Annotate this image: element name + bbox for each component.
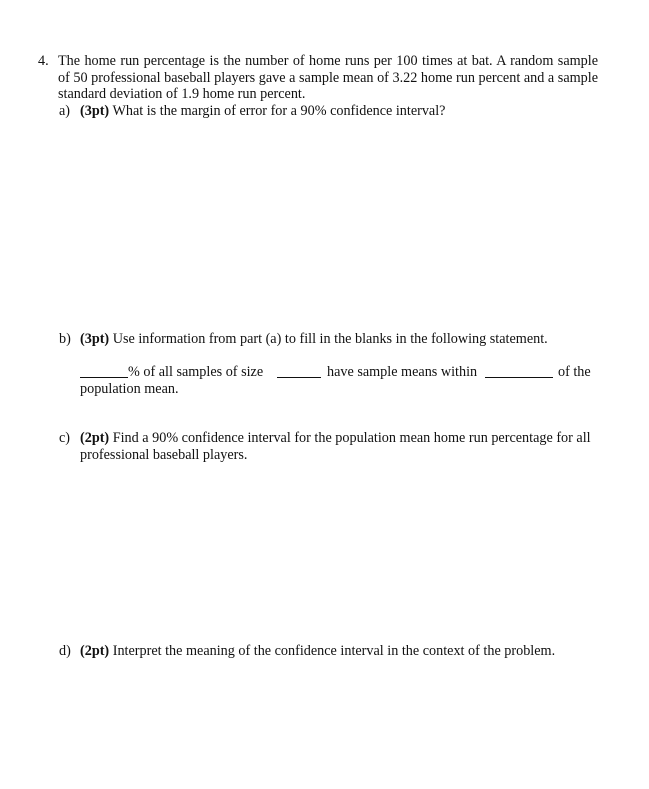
statement-line-2: population mean. <box>80 381 179 397</box>
statement-segment-1: % of all samples of size <box>128 364 264 380</box>
part-b-letter: b) <box>59 331 71 347</box>
part-b-text: Use information from part (a) to fill in the blanks in the following statement. <box>112 331 548 347</box>
part-a-letter: a) <box>59 103 71 119</box>
part-a-points: (3pt) <box>80 103 110 119</box>
blank-percent[interactable] <box>80 364 128 383</box>
part-b-points: (3pt) <box>80 331 110 347</box>
statement-segment-3: of the <box>558 364 591 380</box>
statement-segment-2: have sample means within <box>327 364 478 380</box>
part-c-letter: c) <box>59 430 71 446</box>
question-stem: The home run percentage is the number of home runs per 100 times at bat. A random sample of 50 professional baseball players gave a sample mean of 3.22 home run percent and a sample standard deviation of 1.9 home run percent. <box>58 53 598 103</box>
part-d <box>59 643 599 660</box>
part-d-letter: d) <box>59 643 71 659</box>
part-b <box>59 331 599 348</box>
part-c <box>59 430 599 463</box>
blank-sample-size[interactable] <box>277 364 321 383</box>
part-d-points: (2pt) <box>80 643 110 659</box>
part-d-text: Interpret the meaning of the confidence interval in the context of the problem. <box>112 643 556 659</box>
question-4 <box>38 53 598 103</box>
question-number: 4. <box>38 53 49 69</box>
part-c-text: Find a 90% confidence interval for the population mean home run percentage for all professional baseball players. <box>80 430 591 463</box>
part-a-text: What is the margin of error for a 90% confidence interval? <box>112 103 446 119</box>
blank-margin[interactable] <box>485 364 553 383</box>
part-a <box>59 103 599 120</box>
part-c-points: (2pt) <box>80 430 110 446</box>
